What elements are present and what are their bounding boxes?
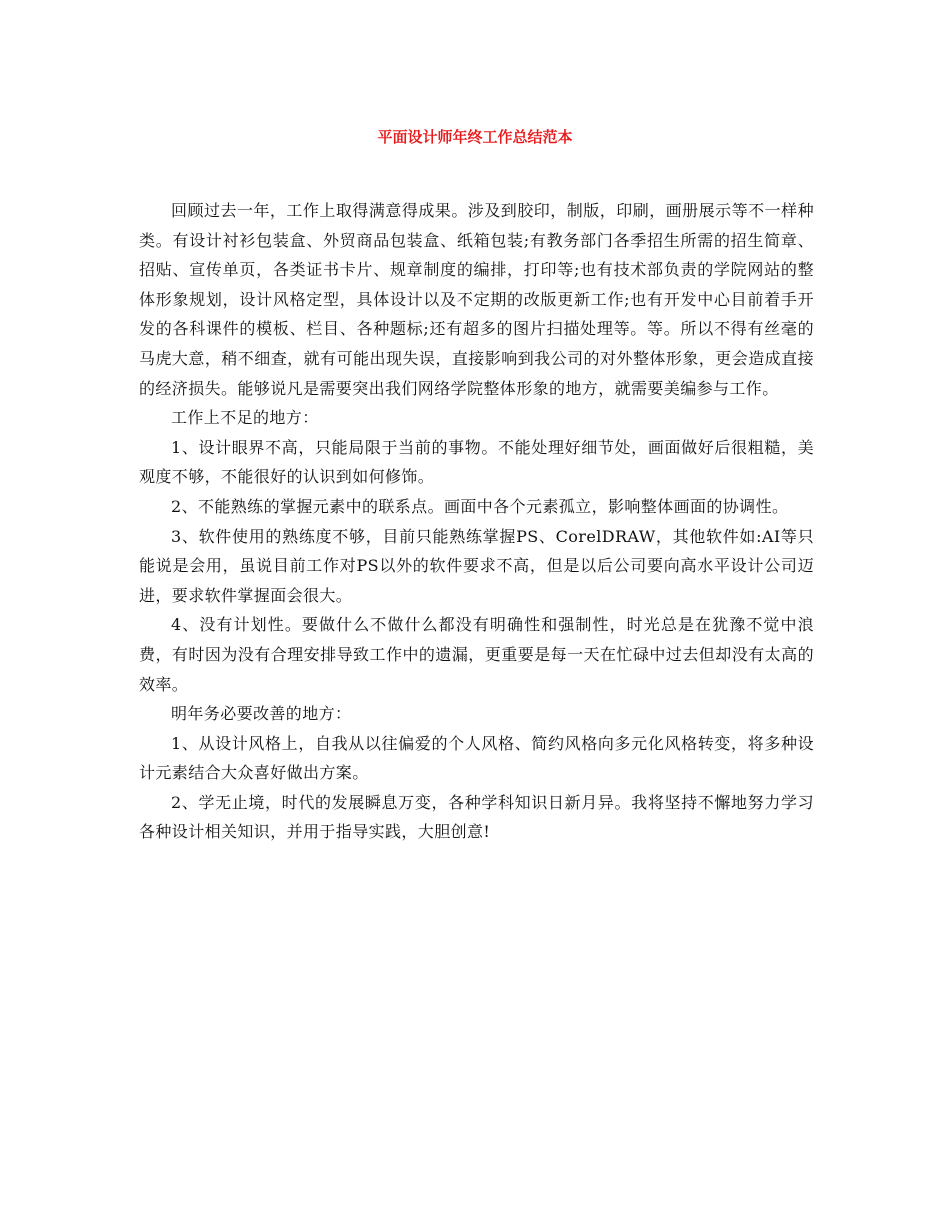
paragraph-improvement-1: 1、从设计风格上，自我从以往偏爱的个人风格、简约风格向多元化风格转变，将多种设计元素结合大众喜好做出方案。 bbox=[139, 733, 814, 783]
paragraph-shortcoming-1: 1、设计眼界不高，只能局限于当前的事物。不能处理好细节处，画面做好后很粗糙，美观度不够，不能很好的认识到如何修饰。 bbox=[139, 437, 814, 487]
paragraph-improvements-heading: 明年务必要改善的地方： bbox=[171, 704, 352, 724]
document-body bbox=[139, 196, 814, 847]
paragraph-shortcomings-heading: 工作上不足的地方： bbox=[171, 408, 319, 428]
paragraph-review: 回顾过去一年，工作上取得满意得成果。涉及到胶印，制版，印刷，画册展示等不一样种类。有设计衬衫包装盒、外贸商品包装盒、纸箱包装;有教务部门各季招生所需的招生简章、招贴、宣传单页，各类证书卡片、规章制度的编排，打印等;也有技术部负责的学院网站的整体形象规划，设计风格定型，具体设计以及不定期的改版更新工作;也有开发中心目前着手开发的各科课件的模板、栏目、各种题标;还有超多的图片扫描处理等。等。所以不得有丝毫的马虎大意，稍不细查，就有可能出现失误，直接影响到我公司的对外整体形象，更会造成直接的经济损失。能够说凡是需要突出我们网络学院整体形象的地方，就需要美编参与工作。 bbox=[139, 201, 814, 398]
paragraph-shortcoming-3: 3、软件使用的熟练度不够，目前只能熟练掌握PS、CorelDRAW，其他软件如:AI等只能说是会用，虽说目前工作对PS以外的软件要求不高，但是以后公司要向高水平设计公司迈进，要求软件掌握面会很大。 bbox=[139, 526, 814, 605]
paragraph-improvement-2: 2、学无止境，时代的发展瞬息万变，各种学科知识日新月异。我将坚持不懈地努力学习各种设计相关知识，并用于指导实践，大胆创意! bbox=[139, 792, 814, 842]
paragraph-shortcoming-4: 4、没有计划性。要做什么不做什么都没有明确性和强制性，时光总是在犹豫不觉中浪费，有时因为没有合理安排导致工作中的遗漏，更重要是每一天在忙碌中过去但却没有太高的效率。 bbox=[139, 615, 814, 694]
paragraph-shortcoming-2: 2、不能熟练的掌握元素中的联系点。画面中各个元素孤立，影响整体画面的协调性。 bbox=[171, 496, 789, 516]
document-title: 平面设计师年终工作总结范本 bbox=[377, 128, 573, 146]
